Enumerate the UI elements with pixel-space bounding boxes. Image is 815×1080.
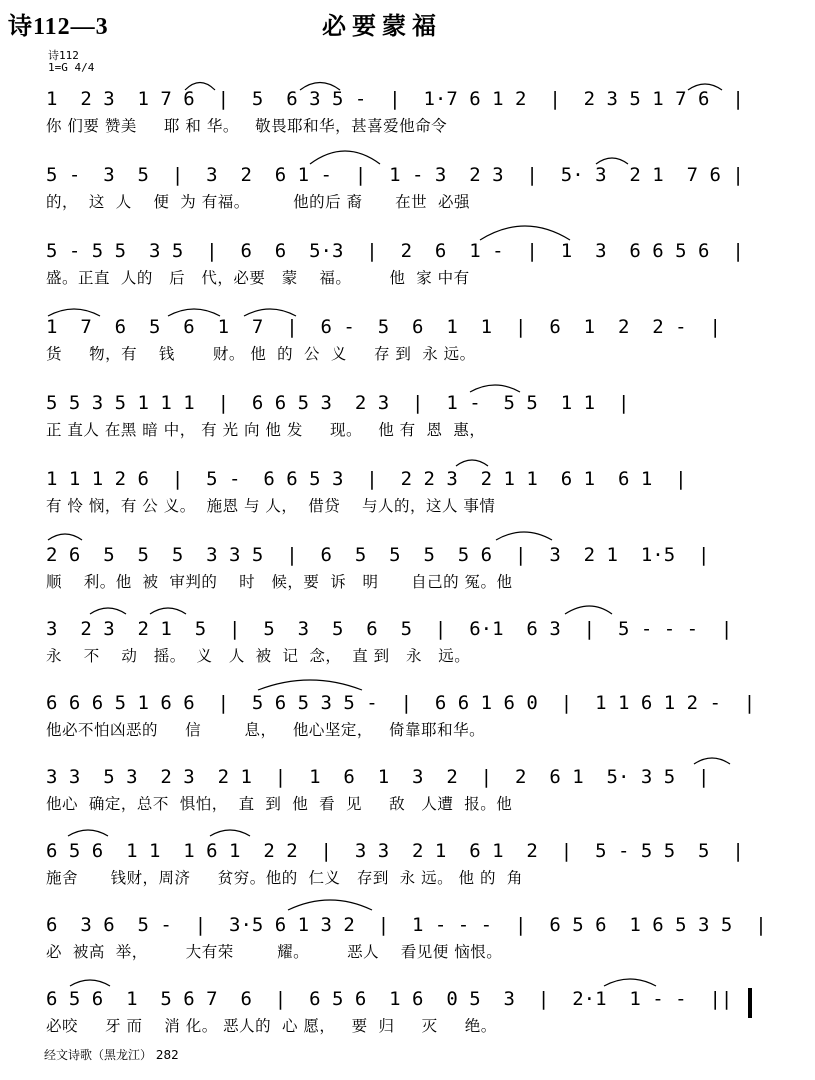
slur bbox=[310, 151, 380, 164]
lyrics-line: 永 不 动 摇。 义 人 被 记 念， 直 到 永 远。 bbox=[46, 647, 471, 665]
slur bbox=[150, 608, 186, 614]
slur bbox=[596, 158, 628, 164]
lyrics-line: 的， 这 人 便 为 有福。 他的后 裔 在世 必强 bbox=[46, 193, 470, 211]
slur bbox=[168, 309, 220, 316]
slur bbox=[48, 309, 100, 316]
lyrics-line: 他心 确定，总不 惧怕， 直 到 他 看 见 敌 人遭 报。他 bbox=[46, 795, 513, 813]
final-barline bbox=[748, 988, 752, 1018]
psalm-reference: 诗112 bbox=[48, 49, 79, 62]
notation-line: 3 2 3 2 1 5 | 5 3 5 6 5 | 6·1 6 3 | 5 - - - | bbox=[46, 618, 733, 640]
slur bbox=[300, 83, 340, 91]
song-title: 必要蒙福 bbox=[322, 12, 442, 40]
footer-source: 经文诗歌（黑龙江） 282 bbox=[44, 1048, 179, 1062]
notation-line: 6 5 6 1 5 6 7 6 | 6 5 6 1 6 0 5 3 | 2·1 1 - - || bbox=[46, 988, 733, 1010]
lyrics-line: 必 被高 举， 大有荣 耀。 恶人 看见便 恼恨。 bbox=[46, 943, 503, 961]
lyrics-line: 你 们要 赞美 耶 和 华。 敬畏耶和华，甚喜爱他命令 bbox=[46, 117, 448, 135]
slur bbox=[480, 226, 570, 240]
notation-line: 2 6 5 5 5 3 3 5 | 6 5 5 5 5 6 | 3 2 1 1·5 | bbox=[46, 544, 710, 566]
notation-line: 5 - 3 5 | 3 2 6 1 - | 1 - 3 2 3 | 5· 3 2 1 7 6 | bbox=[46, 164, 744, 186]
notation-line: 6 6 6 5 1 6 6 | 5 6 5 3 5 - | 6 6 1 6 0 | 1 1 6 1 2 - | bbox=[46, 692, 756, 714]
slur bbox=[70, 980, 110, 986]
slur bbox=[456, 460, 488, 466]
page-number-title: 诗112—3 bbox=[8, 14, 109, 40]
notation-line: 1 1 1 2 6 | 5 - 6 6 5 3 | 2 2 3 2 1 1 6 1 6 1 | bbox=[46, 468, 687, 490]
slur bbox=[470, 385, 520, 392]
slur bbox=[688, 84, 722, 90]
notation-line: 5 5 3 5 1 1 1 | 6 6 5 3 2 3 | 1 - 5 5 1 1 | bbox=[46, 392, 630, 414]
slur bbox=[244, 309, 296, 316]
notation-line: 1 7 6 5 6 1 7 | 6 - 5 6 1 1 | 6 1 2 2 - | bbox=[46, 316, 721, 338]
slur bbox=[565, 606, 612, 614]
slur bbox=[288, 900, 372, 910]
slur bbox=[68, 830, 108, 836]
notation-line: 6 5 6 1 1 1 6 1 2 2 | 3 3 2 1 6 1 2 | 5 - 5 5 5 | bbox=[46, 840, 744, 862]
lyrics-line: 盛。正直 人的 后 代，必要 蒙 福。 他 家 中有 bbox=[46, 269, 470, 287]
slur bbox=[210, 830, 250, 836]
lyrics-line: 有 怜 悯，有 公 义。 施恩 与 人， 借贷 与人的，这人 事情 bbox=[46, 497, 496, 515]
slur bbox=[90, 608, 126, 614]
notation-line: 5 - 5 5 3 5 | 6 6 5·3 | 2 6 1 - | 1 3 6 6 5 6 | bbox=[46, 240, 744, 262]
slur bbox=[496, 532, 552, 540]
slur bbox=[604, 979, 656, 986]
notation-line: 1 2 3 1 7 6 | 5 6 3 5 - | 1·7 6 1 2 | 2 3 5 1 7 6 | bbox=[46, 88, 744, 110]
lyrics-line: 他必不怕凶恶的 信 息， 他心坚定， 倚靠耶和华。 bbox=[46, 721, 486, 739]
slur bbox=[185, 83, 215, 91]
lyrics-line: 顺 利。他 被 审判的 时 候，要 诉 明 自己的 冤。他 bbox=[46, 573, 513, 591]
notation-line: 3 3 5 3 2 3 2 1 | 1 6 1 3 2 | 2 6 1 5· 3 5 | bbox=[46, 766, 710, 788]
slur bbox=[48, 534, 82, 540]
slur bbox=[258, 680, 362, 690]
notation-line: 6 3 6 5 - | 3·5 6 1 3 2 | 1 - - - | 6 5 6 1 6 5 3 5 | bbox=[46, 914, 767, 936]
lyrics-line: 施舍 钱财，周济 贫穷。他的 仁义 存到 永 远。 他 的 角 bbox=[46, 869, 523, 887]
key-time-signature: 1=G 4/4 bbox=[48, 61, 95, 74]
lyrics-line: 正 直人 在黑 暗 中， 有 光 向 他 发 现。 他 有 恩 惠， bbox=[46, 421, 486, 439]
lyrics-line: 必咬 牙 而 消 化。 恶人的 心 愿， 要 归 灭 绝。 bbox=[46, 1017, 497, 1035]
lyrics-line: 货 物，有 钱 财。 他 的 公 义 存 到 永 远。 bbox=[46, 345, 476, 363]
slur bbox=[694, 758, 730, 764]
